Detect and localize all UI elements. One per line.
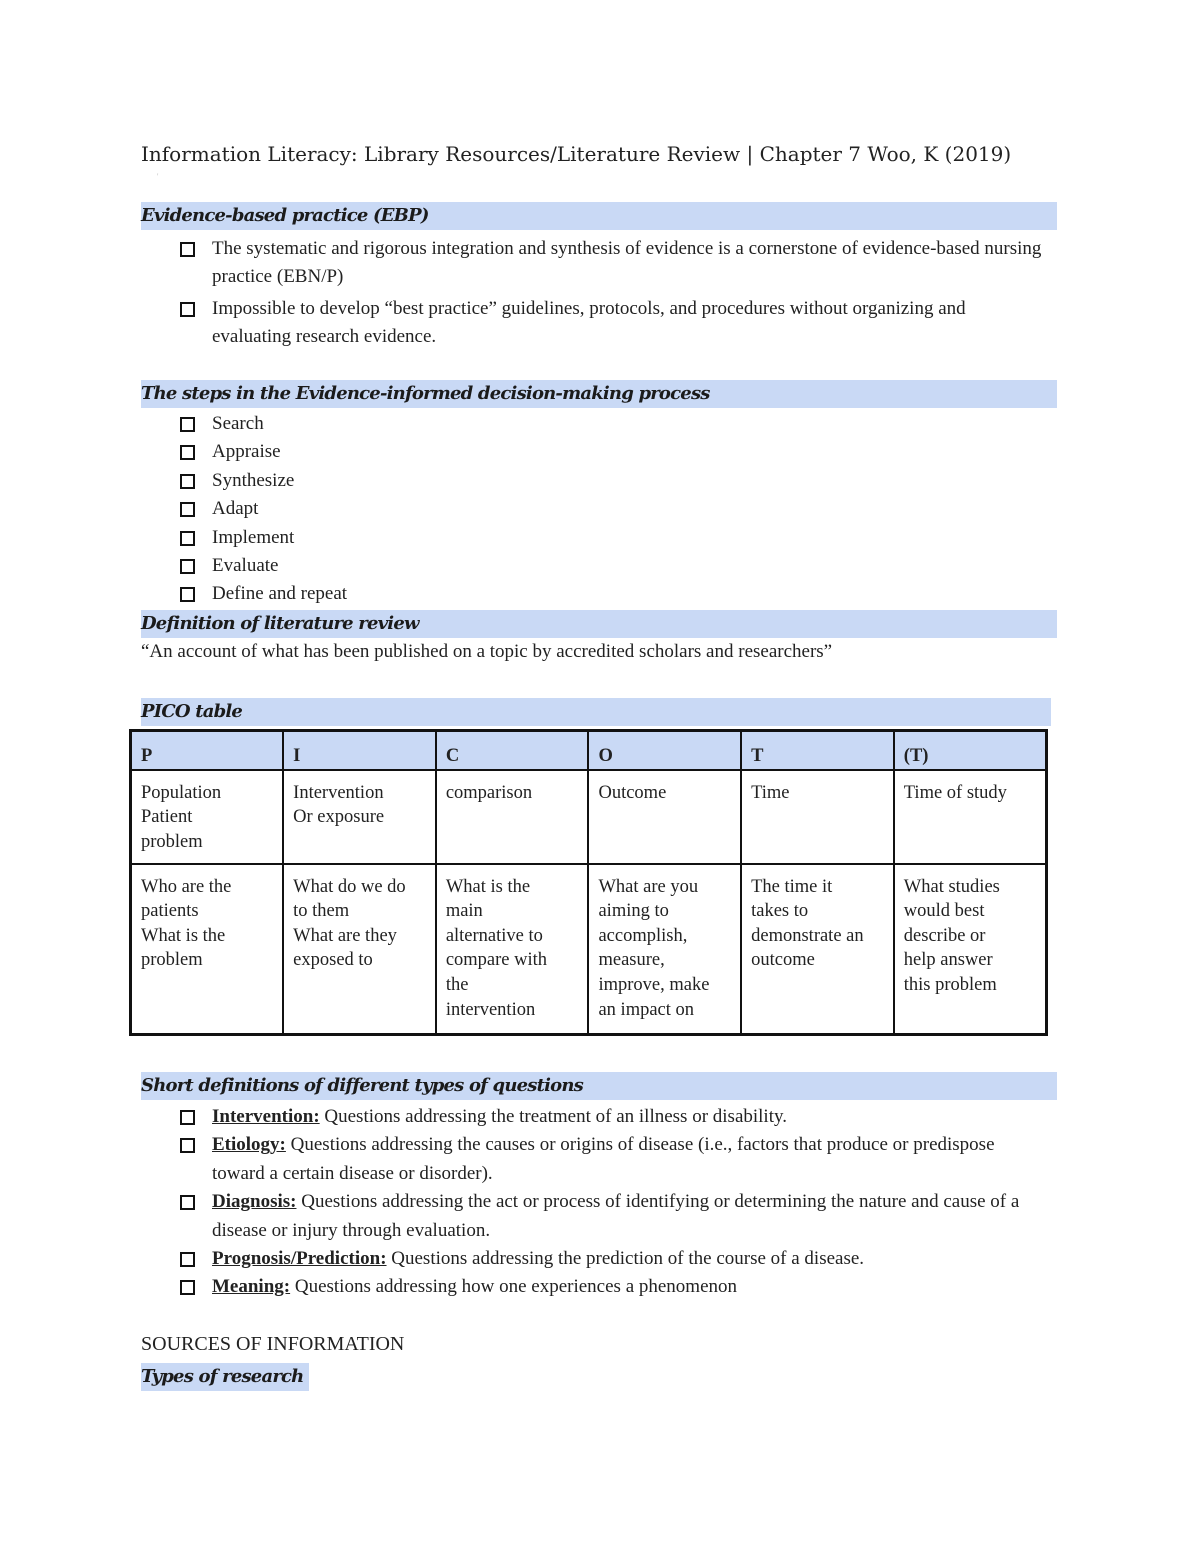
list-item	[178, 235, 1048, 292]
cell-line: exposed to	[293, 950, 373, 971]
list-item	[178, 1245, 1048, 1273]
question-term: Meaning:	[212, 1276, 291, 1298]
list-item-text: Search	[212, 413, 264, 434]
cell-line: aiming to	[598, 901, 669, 922]
question-term: Prognosis/Prediction:	[212, 1248, 387, 1270]
cell-line: alternative to	[445, 925, 543, 946]
cell-line: problem	[141, 831, 203, 852]
heading-pico: PICO table	[141, 698, 1051, 726]
list-item	[178, 1273, 1048, 1301]
heading-ebp: Evidence-based practice (EBP)	[141, 202, 1057, 230]
checkbox-icon	[180, 445, 195, 460]
cell-line: the	[445, 974, 469, 995]
checkbox-icon	[180, 559, 195, 574]
list-item-text: Impossible to develop “best practice” guidelines, protocols, and procedures without organizing and evaluating research evidence.	[212, 297, 966, 348]
cell-line: this problem	[903, 974, 997, 995]
cell-line: The time it	[751, 876, 833, 897]
title-tick-mark: '	[157, 172, 159, 181]
heading-definition: Definition of literature review	[141, 610, 1057, 638]
cell-line: Time of study	[903, 782, 1007, 803]
cell-line: Outcome	[598, 782, 667, 803]
pico-header-i: I	[283, 731, 436, 770]
list-item	[178, 1103, 1048, 1131]
checkbox-icon	[180, 502, 195, 517]
list-item	[178, 1188, 1048, 1245]
question-text: Questions addressing the act or process of identifying or determining the nature and cause of a disease or injury through evaluation.	[212, 1191, 1020, 1241]
list-item-text: The systematic and rigorous integration and synthesis of evidence is a cornerstone of evidence-based nursing practice (EBN/P)	[212, 238, 1042, 288]
pico-header-row	[131, 731, 1047, 770]
table-cell	[131, 864, 284, 1035]
cell-line: describe or	[903, 925, 986, 946]
cell-line: main	[445, 901, 483, 922]
table-cell	[741, 770, 894, 864]
table-cell	[588, 864, 741, 1035]
heading-question-types: Short definitions of different types of questions	[141, 1072, 1057, 1100]
definition-quote: “An account of what has been published on a topic by accredited scholars and researchers”	[141, 641, 833, 662]
question-term: Diagnosis:	[212, 1191, 297, 1213]
checkbox-icon	[180, 1280, 195, 1295]
list-item-text: Synthesize	[212, 469, 295, 491]
question-term: Etiology:	[212, 1134, 286, 1156]
question-text: Questions addressing the causes or origins of disease (i.e., factors that produce or predispose toward a certain disease or disorder).	[212, 1134, 995, 1184]
heading-types-of-research: Types of research	[141, 1363, 309, 1391]
table-cell	[588, 770, 741, 864]
list-item	[178, 438, 347, 466]
cell-line: accomplish,	[598, 925, 688, 946]
question-text: Questions addressing the prediction of the course of a disease.	[386, 1248, 865, 1270]
cell-line: Population	[141, 782, 222, 803]
table-cell	[131, 770, 284, 864]
cell-line: What is the	[141, 925, 226, 946]
cell-line: Patient	[141, 807, 193, 828]
question-text: Questions addressing the treatment of an illness or disability.	[319, 1106, 788, 1127]
question-types-list	[178, 1103, 1048, 1302]
list-item	[178, 410, 347, 438]
checkbox-icon	[180, 1195, 195, 1210]
cell-line: to them	[293, 901, 350, 922]
table-cell	[894, 770, 1047, 864]
cell-line: outcome	[751, 950, 815, 971]
table-cell	[436, 864, 589, 1035]
cell-line: improve, make	[598, 974, 710, 995]
checkbox-icon	[180, 417, 195, 432]
list-item	[178, 495, 347, 523]
pico-header-c: C	[436, 731, 589, 770]
cell-line: Or exposure	[293, 807, 385, 828]
checkbox-icon	[180, 1138, 195, 1153]
checkbox-icon	[180, 1252, 195, 1267]
cell-line: What studies	[903, 876, 1000, 897]
list-item	[178, 552, 347, 580]
steps-list	[178, 410, 347, 609]
cell-line: Who are the	[141, 876, 232, 897]
cell-line: Intervention	[293, 782, 384, 803]
checkbox-icon	[180, 587, 195, 602]
pico-question-row	[131, 864, 1047, 1035]
sources-label: SOURCES OF INFORMATION	[141, 1333, 405, 1355]
table-cell	[283, 770, 436, 864]
cell-line: What is the	[445, 876, 531, 897]
cell-line: problem	[141, 950, 203, 971]
cell-line: intervention	[445, 999, 536, 1020]
question-text: Questions addressing how one experiences a phenomenon	[290, 1276, 738, 1298]
list-item-text: Implement	[212, 526, 295, 548]
list-item-text: Evaluate	[212, 555, 279, 577]
checkbox-icon	[180, 531, 195, 546]
pico-header-t2: (T)	[894, 731, 1047, 770]
table-cell	[283, 864, 436, 1035]
pico-header-t: T	[741, 731, 894, 770]
cell-line: measure,	[598, 950, 665, 971]
pico-table	[129, 729, 1048, 1036]
cell-line: an impact on	[598, 999, 695, 1020]
question-term: Intervention:	[212, 1106, 320, 1127]
list-item	[178, 295, 1048, 352]
ebp-list	[178, 235, 1048, 352]
list-item	[178, 524, 347, 552]
heading-steps: The steps in the Evidence-informed decision-making process	[141, 380, 1057, 408]
cell-line: What do we do	[293, 876, 406, 897]
cell-line: takes to	[751, 901, 809, 922]
pico-definition-row	[131, 770, 1047, 864]
checkbox-icon	[180, 242, 195, 257]
cell-line: help answer	[903, 950, 993, 971]
list-item-text: Adapt	[212, 498, 259, 520]
list-item-text: Define and repeat	[212, 583, 348, 605]
cell-line: Time	[751, 782, 790, 803]
checkbox-icon	[180, 1110, 195, 1125]
checkbox-icon	[180, 474, 195, 489]
cell-line: compare with	[445, 950, 548, 971]
list-item	[178, 467, 347, 495]
list-item	[178, 580, 347, 608]
checkbox-icon	[180, 302, 195, 317]
table-cell	[894, 864, 1047, 1035]
page-title: Information Literacy: Library Resources/Literature Review | Chapter 7 Woo, K (2019)	[141, 142, 1012, 166]
table-cell	[436, 770, 589, 864]
cell-line: patients	[141, 901, 199, 922]
pico-header-p: P	[131, 731, 284, 770]
cell-line: comparison	[445, 782, 533, 803]
cell-line: What are you	[598, 876, 699, 897]
pico-header-o: O	[588, 731, 741, 770]
table-cell	[741, 864, 894, 1035]
cell-line: would best	[903, 901, 985, 922]
cell-line: demonstrate an	[751, 925, 864, 946]
list-item-text: Appraise	[212, 441, 281, 463]
list-item	[178, 1131, 1048, 1188]
cell-line: What are they	[293, 925, 397, 946]
